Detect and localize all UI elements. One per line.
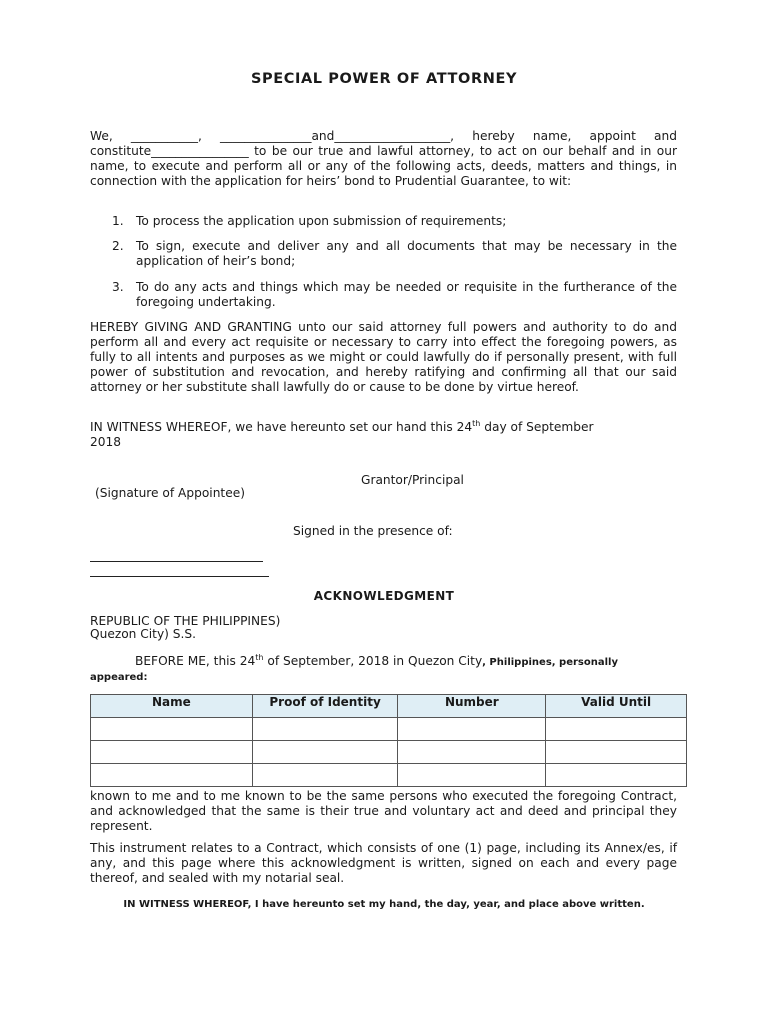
- intro-paragraph: We, ___________, _______________and___________________, hereby name, appoint and constitute________________ to be our true and lawful attorney, to act on our behalf and in our name, to execute and perform all or any of the following acts, deeds, matters and things, in connection with the application for heirs’ bond to Prudential Guarantee, to wit:: [90, 129, 677, 188]
- witness-year: 2018: [90, 435, 122, 449]
- table-cell: [398, 741, 546, 764]
- list-item-number: 1.: [112, 214, 124, 228]
- witness-signature-line: [90, 576, 269, 577]
- witness-text-rest: day of September: [480, 420, 594, 434]
- witness-text: IN WITNESS WHEREOF, we have hereunto set our hand this 24: [90, 420, 473, 434]
- before-me-rest: of September, 2018 in Quezon City: [263, 654, 483, 668]
- table-row: [91, 718, 687, 741]
- known-paragraph: known to me and to me known to be the same persons who executed the foregoing Contract, and acknowledged that the same is their true and voluntary act and deed and principal they represent.: [90, 789, 677, 833]
- list-item: [112, 239, 677, 269]
- table-header-cell: Name: [91, 695, 253, 718]
- witness-signature-line: [90, 561, 263, 562]
- table-cell: [252, 718, 398, 741]
- table-header-cell: Number: [398, 695, 546, 718]
- table-header-cell: Proof of Identity: [252, 695, 398, 718]
- before-me-bold: , Philippines, personally: [482, 657, 618, 668]
- signed-presence-label: Signed in the presence of:: [293, 524, 453, 538]
- table-header-row: [91, 695, 687, 718]
- appointee-label: (Signature of Appointee): [95, 486, 245, 500]
- table-cell: [546, 718, 687, 741]
- identity-table: [90, 694, 687, 787]
- witness-ordinal: th: [472, 418, 481, 428]
- city-line: Quezon City) S.S.: [90, 627, 197, 641]
- acknowledgment-title: ACKNOWLEDGMENT: [313, 589, 455, 603]
- closing-statement: IN WITNESS WHEREOF, I have hereunto set my hand, the day, year, and place above written.: [123, 899, 645, 910]
- republic-line: REPUBLIC OF THE PHILIPPINES): [90, 614, 281, 628]
- before-me-ordinal: th: [255, 652, 264, 662]
- list-item-text: To sign, execute and deliver any and all documents that may be necessary in the application of heir’s bond;: [136, 239, 677, 268]
- list-item-text: To do any acts and things which may be needed or requisite in the furtherance of the foregoing undertaking.: [136, 280, 677, 309]
- table-cell: [546, 764, 687, 787]
- table-row: [91, 741, 687, 764]
- granting-paragraph: HEREBY GIVING AND GRANTING unto our said attorney full powers and authority to do and perform all and every act requisite or necessary to carry into effect the foregoing powers, as fully to all intents and purposes as we might or could lawfully do if personally present, with full power of substitution and revocation, and hereby ratifying and confirming all that our said attorney or her substitute shall lawfully do or cause to be done by virtue hereof.: [90, 320, 677, 394]
- table-cell: [398, 718, 546, 741]
- table-cell: [398, 764, 546, 787]
- grantor-label: Grantor/Principal: [361, 473, 464, 487]
- table-row: [91, 764, 687, 787]
- list-item-number: 3.: [112, 280, 124, 294]
- table-header-cell: Valid Until: [546, 695, 687, 718]
- table-cell: [252, 741, 398, 764]
- list-item: [112, 214, 677, 229]
- list-item-number: 2.: [112, 239, 124, 253]
- witness-paragraph: [90, 420, 677, 450]
- table-cell: [252, 764, 398, 787]
- list-item-text: To process the application upon submission of requirements;: [136, 214, 507, 228]
- before-me-line: [135, 654, 618, 670]
- appeared-label: appeared:: [90, 672, 148, 683]
- table-cell: [91, 764, 253, 787]
- list-item: [112, 280, 677, 310]
- document-title: SPECIAL POWER OF ATTORNEY: [250, 71, 518, 87]
- table-cell: [91, 718, 253, 741]
- instrument-paragraph: This instrument relates to a Contract, which consists of one (1) page, including its Annex/es, if any, and this page where this acknowledgment is written, signed on each and every page thereof, and sealed with my notarial seal.: [90, 841, 677, 885]
- before-me-text: BEFORE ME, this 24: [135, 654, 256, 668]
- table-cell: [91, 741, 253, 764]
- table-cell: [546, 741, 687, 764]
